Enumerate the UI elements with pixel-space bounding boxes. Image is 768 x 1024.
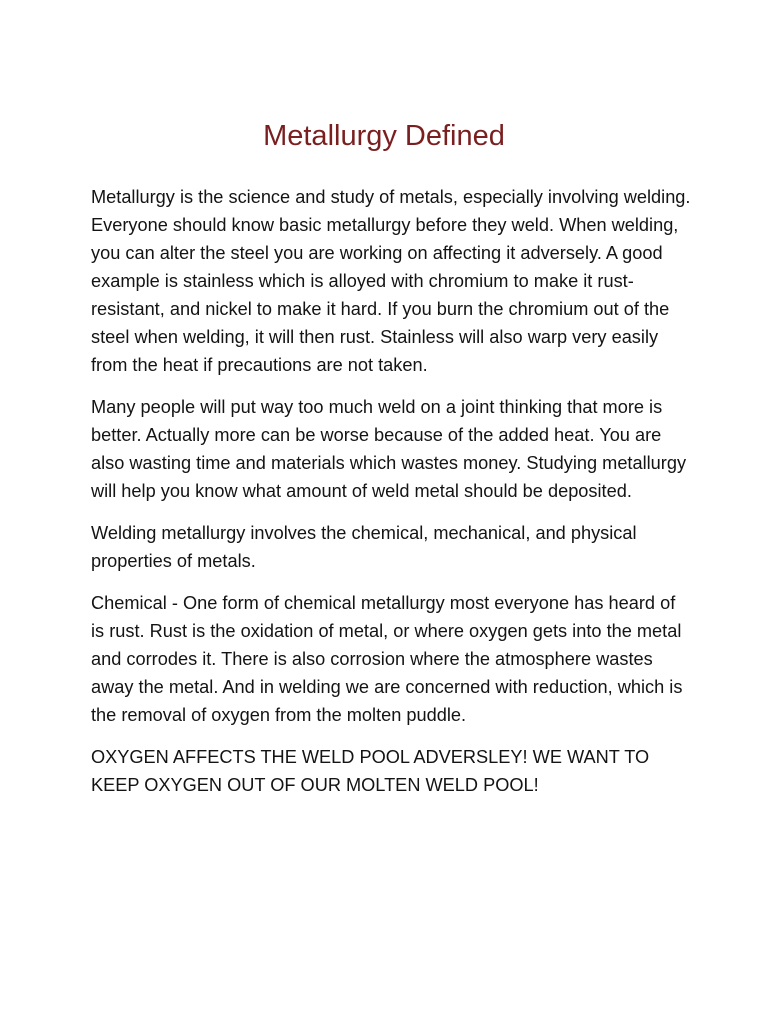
paragraph-oxygen-warning: OXYGEN AFFECTS THE WELD POOL ADVERSLEY! WE WANT TO KEEP OXYGEN OUT OF OUR MOLTEN WELD POOL! bbox=[91, 747, 650, 795]
paragraph-properties: Welding metallurgy involves the chemical, mechanical, and physical properties of metals. bbox=[91, 523, 637, 571]
page-title: Metallurgy Defined bbox=[263, 120, 505, 152]
paragraph-intro: Metallurgy is the science and study of metals, especially involving welding. Everyone should know basic metallurgy before they weld. When welding, you can alter the steel you are working on affecting it adversely. A good example is stainless which is alloyed with chromium to make it rust-resistant, and nickel to make it hard. If you burn the chromium out of the steel when welding, it will then rust. Stainless will also warp very easily from the heat if precautions are not taken. bbox=[91, 187, 691, 375]
document-body bbox=[91, 183, 691, 813]
paragraph-weld-amount: Many people will put way too much weld on a joint thinking that more is better. Actually more can be worse because of the added heat. You are also wasting time and materials which wastes money. Studying metallurgy will help you know what amount of weld metal should be deposited. bbox=[91, 397, 687, 501]
paragraph-chemical: Chemical - One form of chemical metallurgy most everyone has heard of is rust. Rust is the oxidation of metal, or where oxygen gets into the metal and corrodes it. There is also corrosion where the atmosphere wastes away the metal. And in welding we are concerned with reduction, which is the removal of oxygen from the molten puddle. bbox=[91, 593, 683, 725]
